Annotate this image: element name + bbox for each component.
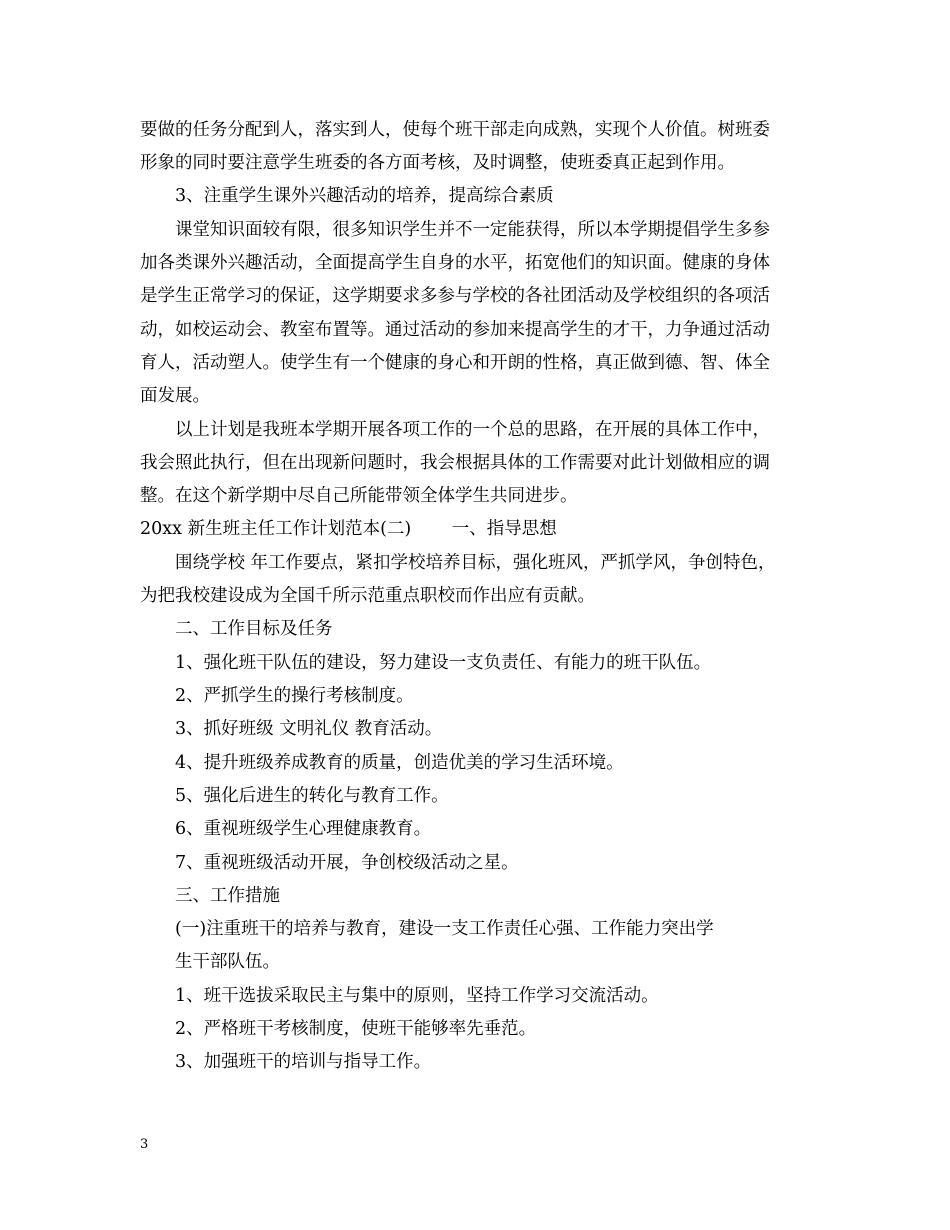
paragraph-line-4: 课堂知识面较有限，很多知识学生并不一定能获得，所以本学期提倡学生多参 (175, 220, 770, 240)
list-item-4: 4、提升班级养成教育的质量，创造优美的学习生活环境。 (175, 753, 624, 773)
paragraph-line-14: 围绕学校 年工作要点，紧扣学校培养目标，强化班风，严抓学风，争创特色， (175, 553, 776, 573)
paragraph-line-11: 我会照此执行，但在出现新问题时，我会根据具体的工作需要对此计划做相应的调 (140, 453, 770, 473)
paragraph-line-1: 要做的任务分配到人，落实到人，使每个班干部走向成熟，实现个人价值。树班委 (140, 120, 770, 140)
paragraph-line-12: 整。在这个新学期中尽自己所能带领全体学生共同进步。 (140, 486, 578, 506)
section-title-line: 20xx 新生班主任工作计划范本(二) 一、指导思想 (140, 519, 557, 539)
measure-item-3: 3、加强班干的培训与指导工作。 (175, 1052, 432, 1072)
measure-item-1: 1、班干选拔采取民主与集中的原则，坚持工作学习交流活动。 (175, 986, 659, 1006)
paragraph-line-15: 为把我校建设成为全国千所示范重点职校而作出应有贡献。 (140, 586, 595, 606)
page-number: 3 (140, 1137, 149, 1152)
paragraph-line-25: (一)注重班干的培养与教育，建设一支工作责任心强、工作能力突出学 (175, 919, 714, 939)
paragraph-line-2: 形象的同时要注意学生班委的各方面考核，及时调整，使班委真正起到作用。 (140, 153, 735, 173)
paragraph-line-9: 面发展。 (140, 386, 210, 406)
list-item-2: 2、严抓学生的操行考核制度。 (175, 686, 414, 706)
list-item-5: 5、强化后进生的转化与教育工作。 (175, 786, 449, 806)
paragraph-line-7: 动，如校运动会、教室布置等。通过活动的参加来提高学生的才干，力争通过活动 (140, 320, 770, 340)
list-item-7: 7、重视班级活动开展，争创校级活动之星。 (175, 853, 519, 873)
section-heading-goals: 二、工作目标及任务 (175, 619, 333, 639)
measure-item-2: 2、严格班干考核制度，使班干能够率先垂范。 (175, 1019, 537, 1039)
paragraph-line-5: 加各类课外兴趣活动，全面提高学生自身的水平，拓宽他们的知识面。健康的身体 (140, 253, 770, 273)
section-heading-measures: 三、工作措施 (175, 886, 280, 906)
paragraph-line-6: 是学生正常学习的保证，这学期要求多参与学校的各社团活动及学校组织的各项活 (140, 286, 770, 306)
paragraph-line-8: 育人，活动塑人。使学生有一个健康的身心和开朗的性格，真正做到德、智、体全 (140, 353, 770, 373)
list-item-6: 6、重视班级学生心理健康教育。 (175, 819, 432, 839)
section-heading-3: 3、注重学生课外兴趣活动的培养，提高综合素质 (175, 186, 554, 206)
paragraph-line-10: 以上计划是我班本学期开展各项工作的一个总的思路，在开展的具体工作中， (175, 420, 770, 440)
list-item-3: 3、抓好班级 文明礼仪 教育活动。 (175, 719, 443, 739)
paragraph-line-26: 生干部队伍。 (175, 952, 280, 972)
list-item-1: 1、强化班干队伍的建设，努力建设一支负责任、有能力的班干队伍。 (175, 653, 712, 673)
